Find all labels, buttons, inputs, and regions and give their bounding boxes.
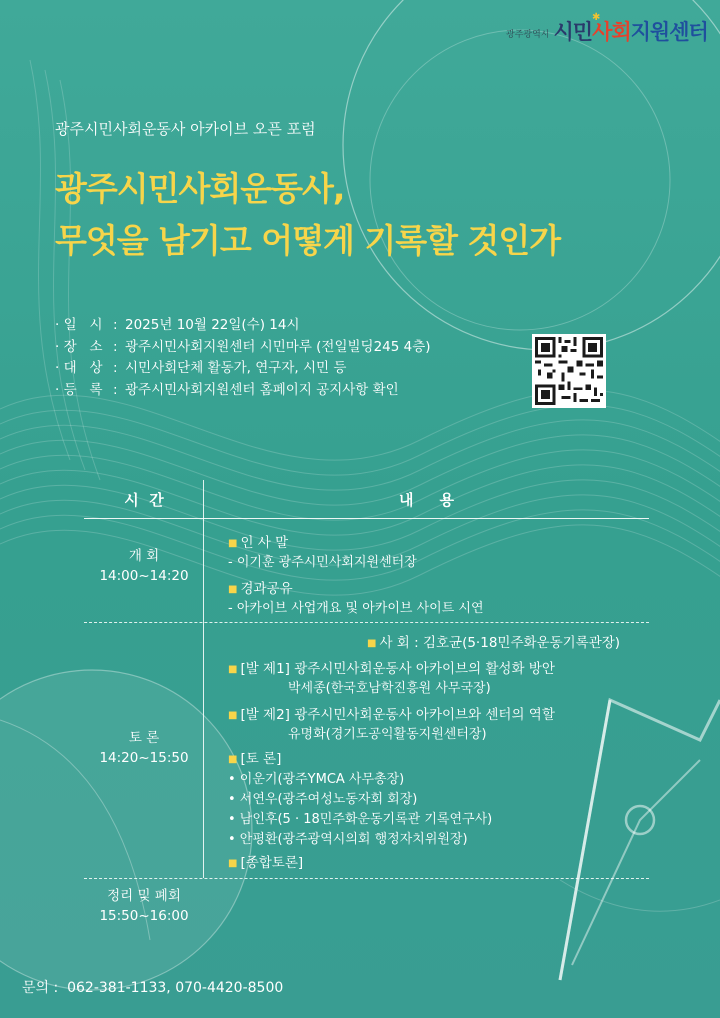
session-label: 정리 및 폐회 [107, 888, 181, 904]
qr-code-icon[interactable] [532, 334, 606, 408]
panelist-item: • 이운기(광주YMCA 사무총장) [228, 772, 405, 787]
info-key: · 등 록 [55, 381, 103, 398]
square-bullet-icon: ■ [228, 584, 238, 595]
info-row-date: · 일 시 : 2025년 10월 22일(수) 14시 [55, 315, 431, 337]
moderator-line: ■ 사 회 : 김호균(5·18민주화운동기록관장) [367, 635, 621, 651]
square-bullet-icon: ■ [228, 754, 238, 765]
square-bullet-icon: ■ [228, 664, 238, 675]
info-key: · 장 소 [55, 338, 103, 355]
logo-star-icon: ✱ [592, 12, 601, 23]
forum-subtitle: 광주시민사회운동사 아카이브 오픈 포럼 [55, 120, 316, 138]
logo-part-1: 시민 [553, 20, 593, 44]
general-discussion: ■ [종합토론] [228, 855, 304, 871]
contact-info: 문의 : 062-381-1133, 070-4420-8500 [22, 980, 284, 996]
info-row-registration: · 등 록 : 광주시민사회지원센터 홈페이지 공지사항 확인 [55, 380, 431, 402]
info-value: 2025년 10월 22일(수) 14시 [125, 317, 300, 333]
event-info [55, 315, 431, 401]
square-bullet-icon: ■ [228, 858, 238, 869]
session-time: 14:00~14:20 [99, 568, 189, 584]
section-divider [84, 622, 649, 623]
table-header-divider [84, 518, 649, 519]
logo-city-name: 광주광역시 [506, 30, 550, 40]
session-discussion-time [84, 728, 204, 768]
square-bullet-icon: ■ [228, 538, 238, 549]
section-divider [84, 878, 649, 879]
info-value: 광주시민사회지원센터 시민마루 (전일빌딩245 4층) [125, 338, 431, 355]
presentation-2-speaker: 유명화(경기도공익활동지원센터장) [288, 727, 487, 742]
panelist-item: • 서연우(광주여성노동자회 회장) [228, 792, 418, 807]
organization-logo [506, 10, 708, 50]
logo-part-2: 사회 [592, 20, 631, 44]
logo-part-3: 지원센터 [630, 20, 708, 44]
info-row-venue: · 장 소 : 광주시민사회지원센터 시민마루 (전일빌딩245 4층) [55, 337, 431, 359]
info-key: · 대 상 [55, 360, 103, 376]
square-bullet-icon: ■ [367, 638, 377, 649]
panelist-item: • 남인후(5 · 18민주화운동기록관 기록연구사) [228, 812, 493, 827]
square-bullet-icon: ■ [228, 710, 238, 721]
info-row-target: · 대 상 : 시민사회단체 활동가, 연구자, 시민 등 [55, 358, 431, 380]
table-header-time: 시 간 [124, 491, 164, 509]
session-label: 개 회 [128, 548, 160, 564]
forum-title [55, 163, 560, 267]
table-header-content: 내 용 [398, 491, 455, 509]
session-time: 14:20~15:50 [99, 750, 189, 766]
presentation-1-speaker: 박세종(한국호남학진흥원 사무국장) [288, 681, 491, 696]
title-line-1: 광주시민사회운동사, [55, 169, 345, 208]
info-key: · 일 시 [55, 317, 103, 333]
presentation-2: ■ [발 제2] 광주시민사회운동사 아카이브와 센터의 역할 [228, 707, 555, 723]
title-line-2: 무엇을 남기고 어떻게 기록할 것인가 [55, 221, 561, 260]
agenda-item-greeting-detail: - 이기훈 광주시민사회지원센터장 [228, 555, 417, 570]
info-value: 광주시민사회지원센터 홈페이지 공지사항 확인 [125, 381, 399, 398]
agenda-item-greeting: ■ 인 사 말 [228, 535, 289, 551]
session-label: 토 론 [128, 730, 160, 746]
info-value: 시민사회단체 활동가, 연구자, 시민 등 [125, 360, 347, 376]
table-column-divider [203, 480, 204, 878]
session-time: 15:50~16:00 [99, 908, 189, 924]
presentation-1: ■ [발 제1] 광주시민사회운동사 아카이브의 활성화 방안 [228, 661, 555, 677]
logo-center-name [553, 22, 707, 43]
agenda-item-progress: ■ 경과공유 [228, 581, 293, 597]
session-opening-time [84, 546, 204, 586]
session-closing-time [84, 886, 204, 926]
discussion-heading: ■ [토 론] [228, 751, 282, 767]
agenda-item-progress-detail: - 아카이브 사업개요 및 아카이브 사이트 시연 [228, 601, 484, 616]
panelist-item: • 안평환(광주광역시의회 행정자치위원장) [228, 832, 468, 847]
